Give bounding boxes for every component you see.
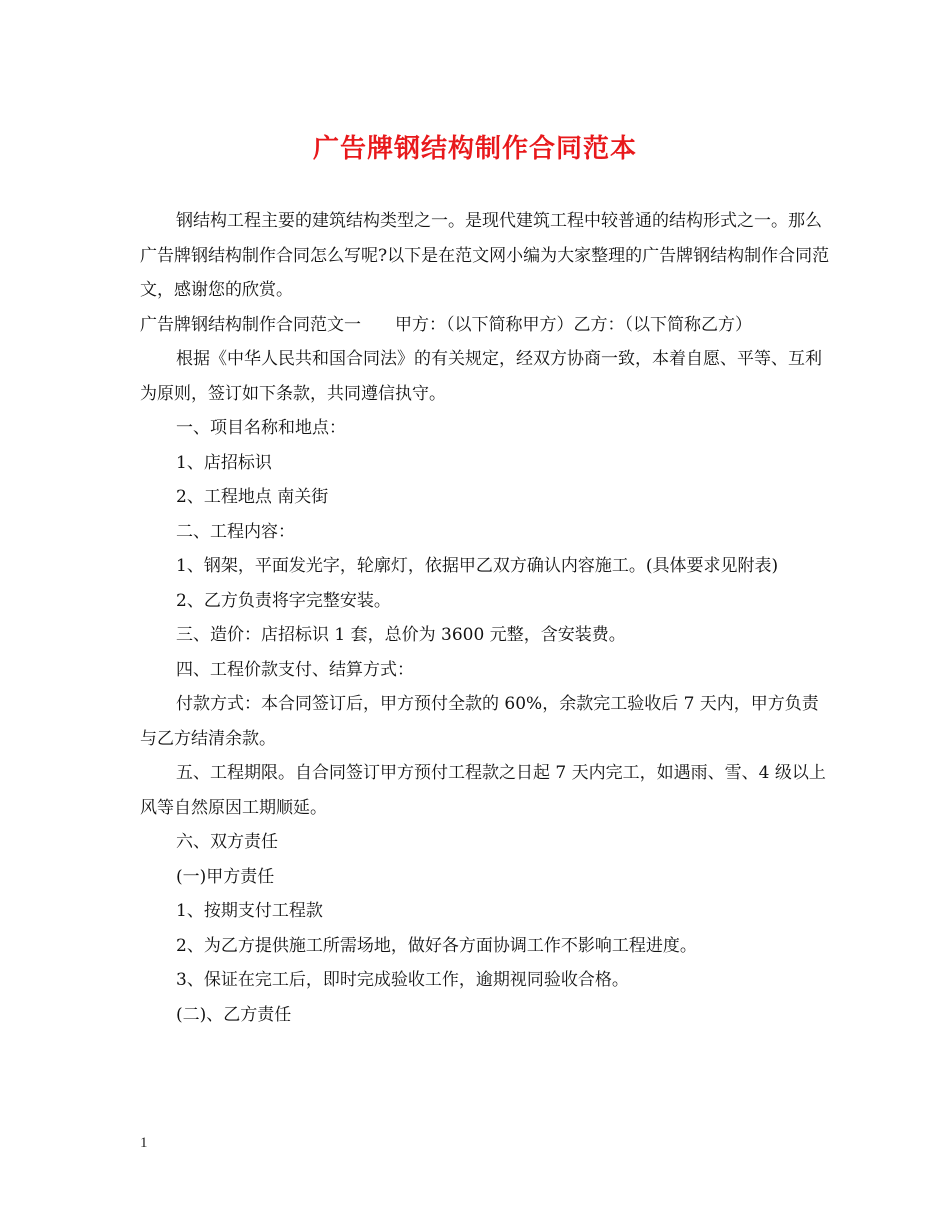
paragraph-payment-method: 付款方式：本合同签订后，甲方预付全款的 60%，余款完工验收后 7 天内，甲方负责与乙方结清余款。 xyxy=(140,694,819,749)
section-heading-content: 二、工程内容： xyxy=(176,521,295,542)
paragraph-parties: 广告牌钢结构制作合同范文一 甲方：（以下简称甲方）乙方：（以下简称乙方） xyxy=(140,314,752,335)
list-item-store-sign: 1、店招标识 xyxy=(176,452,272,473)
paragraph-intro: 钢结构工程主要的建筑结构类型之一。是现代建筑工程中较普通的结构形式之一。那么广告牌钢结构制作合同怎么写呢?以下是在范文网小编为大家整理的广告牌钢结构制作合同范文，感谢您的欣赏。 xyxy=(140,211,830,300)
document-body xyxy=(140,204,830,1032)
section-heading-schedule: 五、工程期限。自合同签订甲方预付工程款之日起 7 天内完工，如遇雨、雪、4 级以上风等自然原因工期顺延。 xyxy=(140,763,826,818)
list-item-steel-frame: 1、钢架，平面发光字，轮廓灯，依据甲乙双方确认内容施工。(具体要求见附表) xyxy=(176,556,779,576)
subheading-party-b: (二)、乙方责任 xyxy=(176,1004,292,1025)
page-number: 1 xyxy=(140,1135,148,1151)
section-heading-responsibilities: 六、双方责任 xyxy=(176,832,278,852)
document-title: 广告牌钢结构制作合同范本 xyxy=(312,134,637,164)
list-item-provide-site: 2、为乙方提供施工所需场地，做好各方面协调工作不影响工程进度。 xyxy=(176,935,697,956)
section-heading-payment: 四、工程价款支付、结算方式： xyxy=(176,659,414,680)
list-item-location: 2、工程地点 南关街 xyxy=(176,487,329,507)
section-heading-project: 一、项目名称和地点： xyxy=(176,418,346,438)
list-item-acceptance: 3、保证在完工后，即时完成验收工作，逾期视同验收合格。 xyxy=(176,970,629,990)
section-heading-price: 三、造价：店招标识 1 套，总价为 3600 元整，含安装费。 xyxy=(176,625,626,645)
list-item-pay-on-time: 1、按期支付工程款 xyxy=(176,901,323,921)
paragraph-basis: 根据《中华人民共和国合同法》的有关规定，经双方协商一致，本着自愿、平等、互利为原则，签订如下条款，共同遵信执守。 xyxy=(140,349,822,404)
list-item-installation: 2、乙方负责将字完整安装。 xyxy=(176,590,391,611)
subheading-party-a: (一)甲方责任 xyxy=(176,866,275,887)
